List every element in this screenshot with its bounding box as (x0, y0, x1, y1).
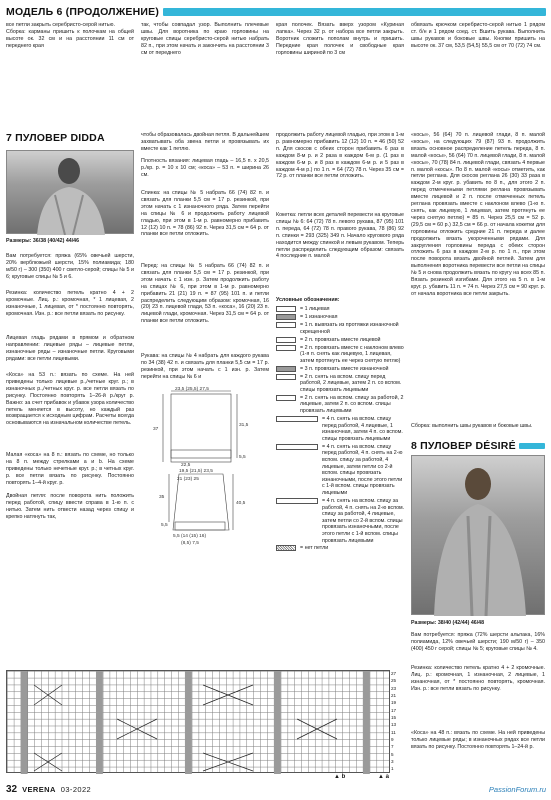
schema-bottom (159, 468, 246, 546)
schema-bottom-side: 35 (159, 495, 165, 500)
schema-bottom-height: 40,5 (236, 501, 246, 506)
cable-chart-pattern (7, 671, 391, 774)
section8-accent-bar (519, 443, 545, 449)
page-header (6, 6, 546, 18)
section7-sizes: Размеры: 36/38 (40/42) 44/46 (6, 238, 80, 244)
twisted-symbol-icon (276, 322, 296, 328)
legend-item: = 1 п. вывязать из протяжки изнаночной скрещенной (276, 322, 406, 335)
page-header-title: МОДЕЛЬ 6 (ПРОДОЛЖЕНИЕ) (6, 6, 160, 18)
section7-rib: Резинка: количество петель кратно 4 + 2 кромочные. Лиц. р.: кромочная, * 1 лицевая, 2 изнаночные, 1 лицевая, от * постоянно повторять, кромочная. Изн. р.: все петли вязать по рисунку. (6, 290, 134, 317)
cable-12-front-symbol-icon (276, 444, 318, 450)
legend-item: = 2 п. снять на вспом. спицу перед работой, 2 лицевые, затем 2 п. со вспом. спицы провязать лицевыми (276, 374, 406, 394)
footer (6, 784, 546, 795)
cable-chart (6, 670, 390, 773)
knit-symbol-icon (276, 306, 296, 312)
cable-front-symbol-icon (276, 374, 296, 380)
section7-assembly: Сборка: выполнить швы рукавов и боковые швы. (411, 423, 533, 429)
cable-12-back-symbol-icon (276, 498, 318, 504)
chart-row-labels: 27 25 23 21 19 17 15 13 11 9 7 5 3 1 (391, 671, 397, 772)
section7-double-loop: Двойная петля: после поворота нить положить перед работой, спицу ввести справа в 1-ю п. с нитью. Затем нить отвести назад через спицу и крепко натянуть так, (6, 493, 134, 520)
legend-item: = 4 п. снять на вспом. спицу перед работой, 4 лицевые, 1 изнаночная, затем 4 п. со вспом. спицы провязать лицевыми (276, 416, 406, 442)
legend-item: = нет петли (276, 545, 406, 552)
legend-item: = 4 п. снять на вспом. спицу перед работой, 4 п. снять на 2-ю вспом. спицу за работой, 4 лицевые, затем петли со 2-й вспом. спицы провязать изнаночными, после этого петли с 1-й вспом. спицы провязать лицевыми (276, 444, 406, 497)
arrow-up-icon: ▲ (334, 774, 340, 780)
site-watermark: PassionForum.ru (488, 785, 546, 794)
schema-top-mid: 22,5 (181, 463, 191, 468)
garment-schema (141, 386, 271, 546)
schema-top-bottom: 5,5 (239, 455, 246, 460)
top-col-3: края полочек. Вязать вверх узором «Куриная лапка». Через 32 р. от набора все петли закрыть. Воротник сложить пополам внутрь и пришить. Передние края полочек и свободные края горловины шириной по 3 см (276, 22, 404, 56)
section8-kosa: «Коса» на 48 п.: вязать по схеме. На ней приведены только лицевые ряды; в изнаночных рядах все петли вязать по рисунку. Постоянно повторять 1–24-й р. (411, 730, 545, 750)
top-col-2: так, чтобы совпадал узор. Выполнить плечевые швы. Для воротника по краю горловины на круговые спицы серебристо-серой нитью набрать 82 п., при этом начать и закончить на расстоянии 3 см от переднего (141, 22, 269, 56)
cable-back-symbol-icon (276, 395, 296, 401)
schema-hem2: (8,5) 7,5 (181, 541, 199, 546)
section7-materials: Вам потребуется: пряжа (65% овечьей шерсти, 20% верблюжьей шерсти, 15% полиамида; 180 м/50 г) – 300 (350) 400 г светло-серой; спицы № 5 и 6; круговые спицы № 5 и 6. (6, 253, 134, 280)
section8-sizes: Размеры: 38/40 (42/44) 46/48 (411, 620, 485, 626)
section8-header (411, 440, 545, 452)
schema-top-height: 31,5 (239, 423, 249, 428)
magazine-name: VERENA (22, 785, 56, 794)
section7-col3-intro: продолжить работу лицевой гладью, при этом в 1-м р. равномерно прибавить 12 (12) 10 п. = 46 (50) 52 п. Для скосов с обеих сторон прибавить 6 раз в каждом 8-м р. и 2 раза в каждом 6-м р. (1 раз в каждом 6-м р. и 8 раз в каждом 6-м р. и 5 раз в каждом 4-м р.) по 1 п. = 64 (72) 78 п. Через 35 см = 72 р. от планки все петли отложить. (276, 132, 404, 180)
section7-front: Перед: на спицы № 5 набрать 66 (74) 82 п. и связать для планки 5,5 см = 17 р. резинкой, при этом начать с 1 изн. р. Затем продолжить работу на спицах № 6, при этом в 1-м р. равномерно прибавить 21 (21) 19 п. = 87 (95) 101 п. и петли распределить следующим образом: кромочная, 16 (20) 23 п. лицевой глади, 53 п. «коса», 16 (20) 23 п. лицевой глади, кромочная. Через 31,5 см = 64 р. от планки все петли отложить. (141, 263, 269, 325)
section7-col4: «косы», 56 (64) 70 п. лицевой глади, 8 п. малой «косы», на следующих 79 (87) 93 п. продолжить вязать основное распределение петель переда, 8 п. малой «косы», 56 (64) 70 п. лицевой глади, 8 п. малой «косы», 70 (78) 84 п. лицевой глади, связать 4 первые п. малой «косы». По 8 п. малой «косы» отметить, как петли реглана. Для скосов реглана 26 (30) 33 раза в каждом 2-м круг. р. убавить по 8 п., для этого 2 п. перед отмеченными петлями реглана провязывать вместе лицевой и 2 п. после отмеченных петель реглана провязать вместе с наклоном влево (1-ю п. снять, как лицевую, 1 лицевая, затем протянуть ее через снятую петлю) = 85 п. Через 25,5 см = 52 р. (29,5 см = 60 р.) 32,5 см = 66 р. от начала кокетки для горловины отложить средние 21 п. переда и далее продолжить вязать укороченными рядами. Для закругления горловины переда с обеих сторон отложить 6 раз в каждом 2-м р. по 1 п., при этом после поворота вязать двойной петлей. Затем для выполнения воротника перевести все петли на спицы № 5 и снова продолжить вязать по кругу на всех 85 п. Вязать резинкой изгибами. Для этого на 5 п. в 1-м круг. р. убавить 11 п. = 74 п. Через 27,5 см = 90 круг. р. от начала воротника все петли закрыть. (411, 132, 545, 297)
legend-item: = 2 п. провязать вместе с наклоном влево (1-я п. снять как лицевую, 1 лицевая, затем протянуть ее через снятую петлю) (276, 345, 406, 365)
model8-silhouette (412, 456, 546, 616)
section7-title: 7 ПУЛОВЕР DIDDA (6, 132, 105, 144)
top-col-4: обвязать крючком серебристо-серой нитью 1 рядом ст. б/н и 1 рядом соед. ст. Вшить рукава. Выполнить швы рукавов и боковые швы. Кнопки пришить на высоте ок. 37 см, 53,5 (54,5) 55,5 см от 70 (72) 74 см. (411, 22, 545, 49)
legend-item: = 4 п. снять на вспом. спицу за работой, 4 п. снять на 2-ю вспом. спицу за работой, 4 лицевые, затем петли со 2-й вспом. спицы провязать изнаночными, после этого петли с 1-й вспом. спицы провязать лицевыми (276, 498, 406, 544)
legend-title: Условные обозначения: (276, 297, 340, 303)
schema-hem: 5,5 (14 (15) 16) (173, 534, 207, 539)
no-stitch-symbol-icon (276, 545, 296, 551)
section7-density: Плотность вязания: лицевая гладь – 16,5 п. x 20,5 р./кр. р. = 10 x 10 см; «коса» – 53 п. = ширина 26 см. (141, 158, 269, 178)
page-number: 32 (6, 784, 18, 795)
section7-kosa: «Коса» на 53 п.: вязать по схеме. На ней приведены только лицевые р.,/четные круг. р.; в изнаночных р.,/четных круг. р. все петли вязать по рисунку. Постоянно повторять 1–26-й р./круг р. Важно: за счет прибавок и убавок узора количество петель меняется в высоту, но каждый раз возвращается к исходным цифрам. Расчеты всегда основываются на изначальном количестве петель. (6, 372, 134, 427)
legend-item: = 1 изнаночная (276, 314, 406, 321)
header-accent-bar (163, 8, 546, 16)
schema-top (153, 386, 249, 468)
p3tog-symbol-icon (276, 366, 296, 372)
model8-photo (411, 455, 545, 615)
schema-bottom-width: 19,5 (21,5) 23,5 (179, 469, 213, 474)
ssk-symbol-icon (276, 345, 296, 351)
section7-sleeves: Рукава: на спицы № 4 набрать для каждого рукава по 34 (38) 42 п. и связать для планки 5,5 см = 17 р. резинкой, при этом начать с 1 изн. р. Затем перейти на спицы № 6 и (141, 353, 269, 380)
section8-title: 8 ПУЛОВЕР DÉSIRÉ (411, 440, 516, 452)
purl-symbol-icon (276, 314, 296, 320)
legend-item: = 1 лицевая (276, 306, 406, 313)
legend-item: = 2 п. снять на вспом. спицу за работой, 2 лицевые, затем 2 п. со вспом. спицы провязать лицевыми (276, 395, 406, 415)
chart-marker-b: ▲ b (334, 774, 346, 780)
section7-small-kosa: Малая «коса» на 8 п.: вязать по схеме, но только на 8 п. между стрелками a и b. На схеме приведены только нечетные круг. р.; в четных круг. р. все петли вязать по рисунку. Постоянно повторять 1–4-й круг. р. (6, 452, 134, 486)
schema-bottom-low: 5,5 (161, 523, 168, 528)
section7-yoke: Кокетка: петли всех деталей перевести на круговые спицы № 6: 64 (72) 78 п. левого рукава, 87 (95) 101 п. переда, 64 (72) 78 п. правого рукава, 78 (86) 92 п. спинки = 293 (325) 349 п. Начало кругового ряда находится между спинкой и левым рукавом. Теперь петли распределить следующим образом: связать 4 последние п. малой (276, 212, 404, 260)
magazine-issue: 03-2022 (60, 785, 92, 794)
k2tog-symbol-icon (276, 337, 296, 343)
section8-rib: Резинка: количество петель кратно 4 + 2 кромочные. Лиц. р.: кромочная, 1 изнаночная, 2 лицевые, 1 изнаночная, от * постоянно повторять, кромочная. Изн. р.: все петли вязать по рисунку. (411, 665, 545, 692)
chart-marker-a: ▲ a (378, 774, 389, 780)
section7-col2-intro: чтобы образовалась двойная петля. В дальнейшем захватывать оба звена петли и провязывать их вместе как 1 петлю. (141, 132, 269, 152)
model7-photo (6, 150, 134, 234)
legend-item: = 3 п. провязать вместе изнаночной (276, 366, 406, 373)
legend-item: = 2 п. провязать вместе лицевой (276, 337, 406, 344)
section8-materials: Вам потребуется: пряжа (72% шерсти альпака, 16% полиамида, 12% овечьей шерсти; 190 м/50 г) – 350 (400) 450 г серой; спицы № 5; круговые спицы № 4. (411, 632, 545, 652)
model7-silhouette (7, 151, 135, 235)
cable-9-symbol-icon (276, 416, 318, 422)
schema-top-side: 37 (153, 427, 159, 432)
schema-top-width: 23,5 (25,5) 27,5 (175, 387, 209, 392)
section7-back: Спинка: на спицы № 5 набрать 66 (74) 82 п. и связать для планки 5,5 см = 17 р. резинкой, при этом начать с 1 изнаночного ряда. Затем перейти на спицы № 6 и продолжить работу лицевой гладью, при этом в 1-м р. равномерно прибавить 12 (12) 10 п. = 78 (86) 92 п. Через 31,5 см = 64 р. от планки все петли отложить. (141, 190, 269, 238)
schema-bottom-mid: 21 (23) 25 (177, 477, 199, 482)
arrow-up-icon: ▲ (378, 774, 384, 780)
legend-list (276, 306, 406, 553)
top-col-1: все петли закрыть серебристо-серой нитью. Сборка: карманы пришить к полочкам на общей высоте ок. 32 см и на расстоянии 11 см от переднего края (6, 22, 134, 49)
section7-stitch: Лицевая гладь рядами в прямом и обратном направлении: лицевые ряды – лицевые петли, изнаночные ряды – изнаночные петли. Круговыми рядами: все петли лицевыми. (6, 335, 134, 362)
